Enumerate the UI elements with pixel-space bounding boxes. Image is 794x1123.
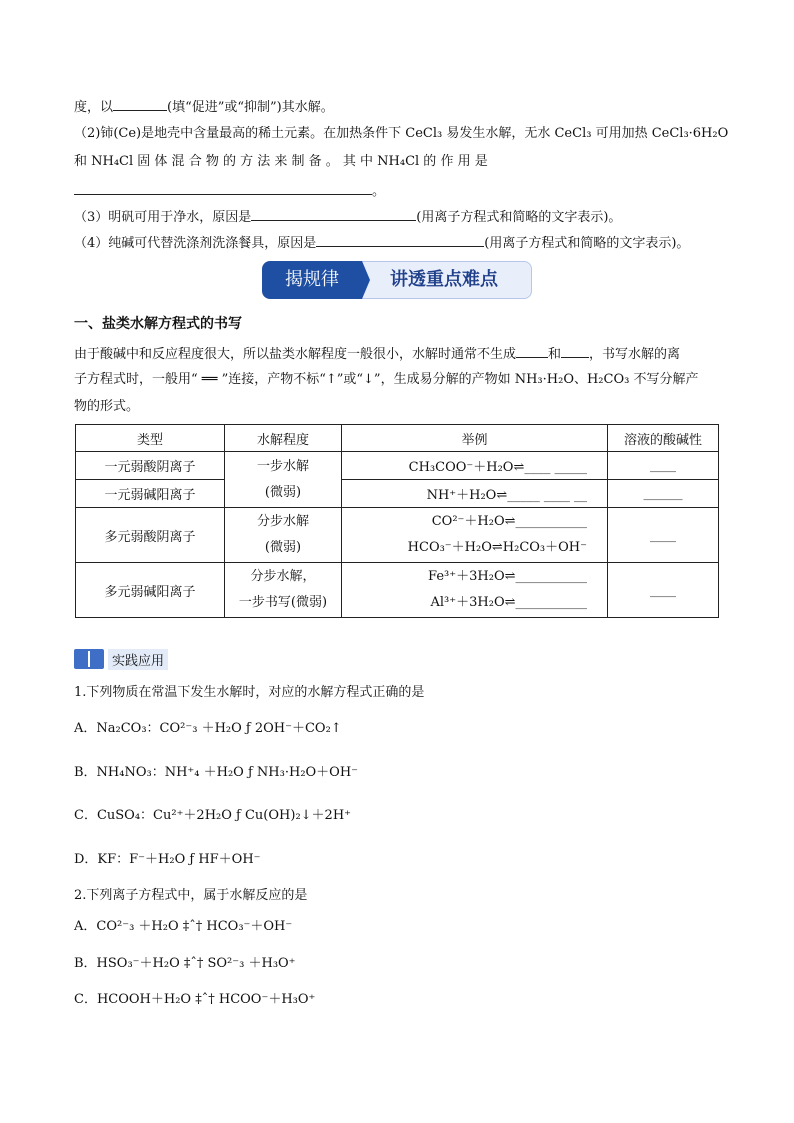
degree-text: 一步书写(微弱) <box>238 595 328 610</box>
table-cell-type: 一元弱酸阴离子 <box>76 452 225 480</box>
question-2-option-a[interactable]: A．CO²⁻₃ ＋H₂O ‡ˆ† HCO₃⁻＋OH⁻ <box>74 919 293 934</box>
degree-text: (微弱) <box>264 540 302 555</box>
table-cell-type: 多元弱酸阴离子 <box>76 508 225 563</box>
practice-tag-label: 实践应用 <box>108 649 168 670</box>
example-text: HCO₃⁻＋H₂O⇌H₂CO₃＋OH⁻ <box>407 540 587 555</box>
question-1-option-c[interactable]: C．CuSO₄：Cu²⁺＋2H₂O ƒ Cu(OH)₂↓＋2H⁺ <box>74 808 352 823</box>
answer-blank[interactable] <box>74 181 372 195</box>
section-banner <box>262 259 532 301</box>
degree-text: 分步水解 <box>256 514 309 529</box>
question-2-option-b[interactable]: B．HSO₃⁻＋H₂O ‡ˆ† SO²⁻₃ ＋H₃O⁺ <box>74 956 296 971</box>
table-cell-acidity[interactable]: ____ <box>608 508 719 563</box>
example-text: CO²⁻＋H₂O⇌___________ <box>431 514 587 529</box>
question-1-option-b[interactable]: B．NH₄NO₃：NH⁺₄ ＋H₂O ƒ NH₃·H₂O＋OH⁻ <box>74 765 359 780</box>
intro-line1-post: (填“促进”或“抑制”)其水解。 <box>167 100 334 115</box>
table-cell-degree <box>225 452 342 508</box>
intro-line1-pre: 度，以 <box>74 100 114 115</box>
table-header-row <box>76 425 719 452</box>
intro-line4-post: 。 <box>372 184 386 199</box>
table-header: 举例 <box>342 425 608 452</box>
banner-label: 揭规律 <box>262 261 362 299</box>
answer-blank[interactable] <box>113 97 167 111</box>
answer-blank[interactable] <box>316 233 484 247</box>
paragraph-line-2: 子方程式时，一般用“ ══ ”连接，产物不标“↑”或“↓”，生成易分解的产物如 NH₃·H₂O、H₂CO₃ 不写分解产 <box>74 372 699 387</box>
table-cell-degree <box>225 508 342 563</box>
table-row <box>76 508 719 563</box>
table-row <box>76 563 719 618</box>
table-row <box>76 452 719 480</box>
table-row <box>76 480 719 508</box>
paragraph-text: 和 <box>548 347 562 362</box>
table-cell-example[interactable] <box>342 563 608 618</box>
hydrolysis-table <box>75 424 719 618</box>
intro-line-1 <box>74 97 334 117</box>
table-cell-example[interactable] <box>342 508 608 563</box>
answer-blank[interactable] <box>251 207 416 221</box>
practice-section-tag <box>74 648 168 670</box>
intro-line-5 <box>74 207 621 227</box>
question-1-option-d[interactable]: D．KF：F⁻＋H₂O ƒ HF＋OH⁻ <box>74 852 261 867</box>
intro-line-3: 和 NH₄Cl 固 体 混 合 物 的 方 法 来 制 备 。 其 中 NH₄Cl 的 作 用 是 <box>74 154 488 169</box>
question-1-stem: 1.下列物质在常温下发生水解时，对应的水解方程式正确的是 <box>74 685 425 700</box>
intro-line6-pre: （4）纯碱可代替洗涤剂洗涤餐具，原因是 <box>74 236 317 251</box>
table-cell-type: 多元弱碱阳离子 <box>76 563 225 618</box>
answer-blank[interactable] <box>561 344 589 358</box>
table-cell-degree <box>225 563 342 618</box>
degree-text: 一步水解 <box>256 458 309 474</box>
table-cell-acidity[interactable]: ____ <box>608 563 719 618</box>
table-cell-acidity[interactable]: ______ <box>608 480 719 508</box>
section-title: 一、盐类水解方程式的书写 <box>74 316 242 332</box>
example-text: Al³⁺＋3H₂O⇌___________ <box>430 595 587 610</box>
paragraph-line-3: 物的形式。 <box>74 399 140 414</box>
intro-line-4 <box>74 181 385 201</box>
intro-line-2: （2)铈(Ce)是地壳中含量最高的稀土元素。在加热条件下 CeCl₃ 易发生水解，无水 CeCl₃ 可用加热 CeCl₃·6H₂O <box>74 126 729 141</box>
table-cell-acidity[interactable]: ____ <box>608 452 719 480</box>
table-cell-example[interactable]: CH₃COO⁻＋H₂O⇌____ _____ <box>342 452 608 480</box>
table-cell-type: 一元弱碱阳离子 <box>76 480 225 508</box>
paragraph-text: ，书写水解的离 <box>589 347 681 362</box>
table-header: 水解程度 <box>225 425 342 452</box>
banner-subtitle: 讲透重点难点 <box>356 261 532 299</box>
table-cell-example[interactable]: NH⁺＋H₂O⇌_____ ____ __ <box>342 480 608 508</box>
degree-text: (微弱) <box>264 484 302 500</box>
question-2-option-c[interactable]: C．HCOOH＋H₂O ‡ˆ† HCOO⁻＋H₃O⁺ <box>74 992 316 1007</box>
book-icon <box>74 649 104 669</box>
paragraph-line-1 <box>74 344 680 364</box>
intro-line5-pre: （3）明矾可用于净水，原因是 <box>74 210 252 225</box>
question-2-stem: 2.下列离子方程式中，属于水解反应的是 <box>74 888 308 903</box>
question-1-option-a[interactable]: A．Na₂CO₃：CO²⁻₃ ＋H₂O ƒ 2OH⁻＋CO₂↑ <box>74 721 342 736</box>
paragraph-text: 由于酸碱中和反应程度很大，所以盐类水解程度一般很小，水解时通常不生成 <box>74 347 517 362</box>
intro-line5-post: (用离子方程式和简略的文字表示)。 <box>416 210 622 225</box>
example-text: Fe³⁺＋3H₂O⇌___________ <box>428 569 587 584</box>
intro-line-6 <box>74 233 689 253</box>
answer-blank[interactable] <box>516 344 548 358</box>
degree-text: 分步水解， <box>250 569 316 584</box>
table-header: 溶液的酸碱性 <box>608 425 719 452</box>
table-header: 类型 <box>76 425 225 452</box>
intro-line6-post: (用离子方程式和简略的文字表示)。 <box>484 236 690 251</box>
